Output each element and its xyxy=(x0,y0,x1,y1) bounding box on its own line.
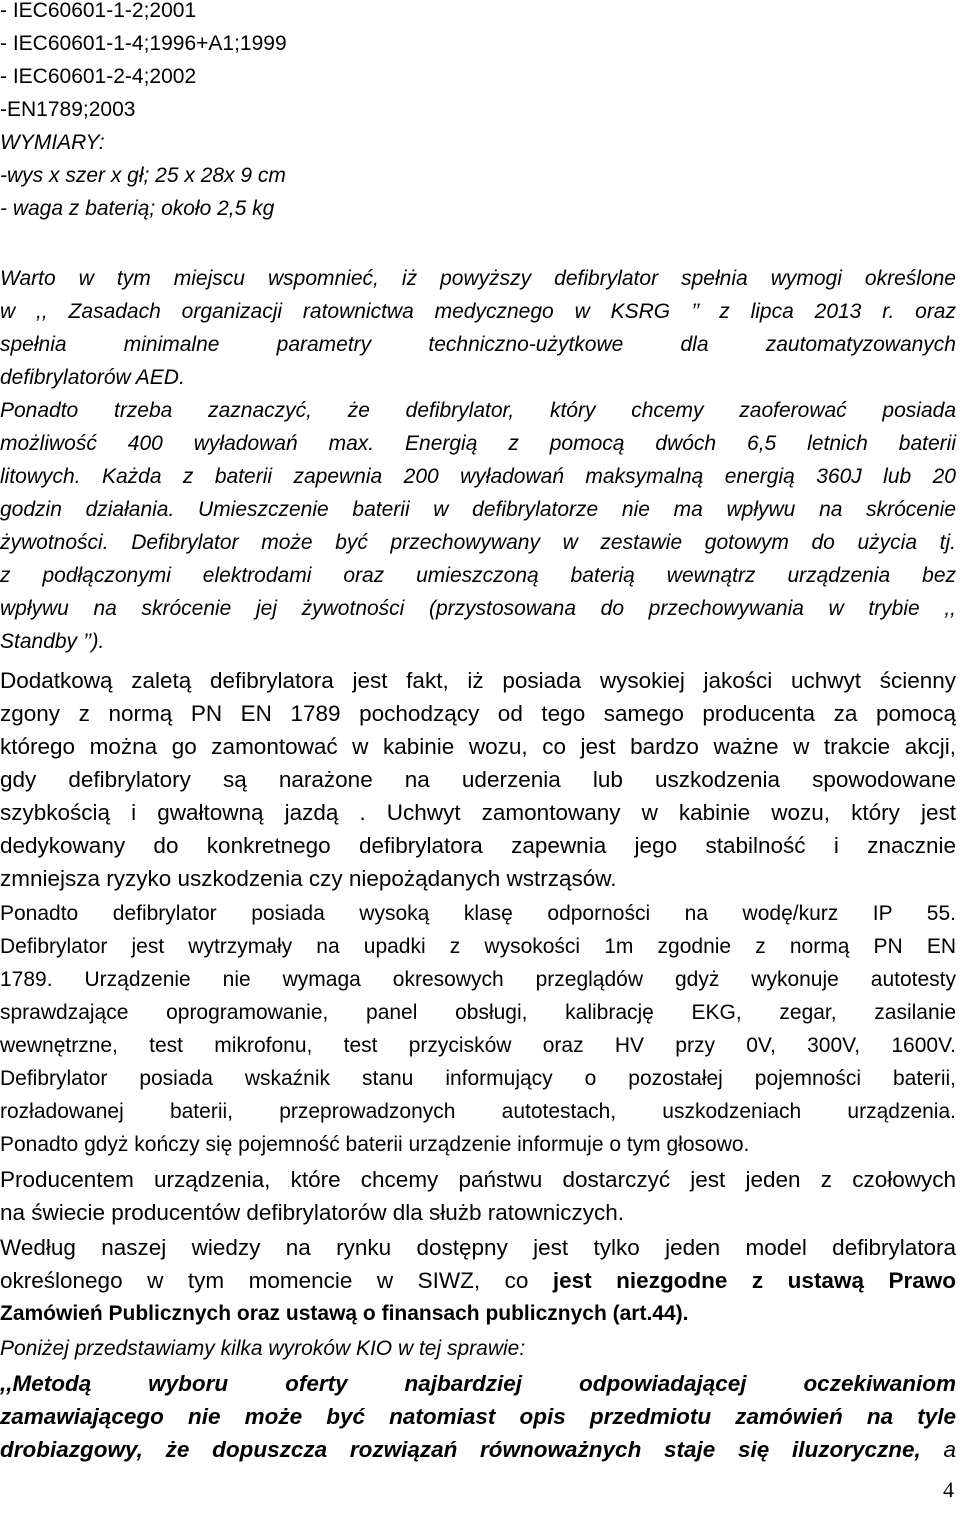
text-line: na świecie producentów defibrylatorów dla służb ratowniczych. xyxy=(0,1200,625,1225)
text-line: szybkością i gwałtowną jazdą . Uchwyt zamontowany w kabinie wozu, który jest xyxy=(0,800,956,825)
dimensions-heading: WYMIARY: xyxy=(0,131,105,154)
standard-item: -EN1789;2003 xyxy=(0,98,136,121)
text-line: Poniżej przedstawiamy kilka wyroków KIO w tej sprawie: xyxy=(0,1337,526,1360)
text-line: z podłączonymi elektrodami oraz umieszczoną baterią wewnątrz urządzenia bez xyxy=(0,564,956,587)
text-line: możliwość 400 wyładowań max. Energią z pomocą dwóch 6,5 letnich baterii xyxy=(0,432,956,455)
text-line: Defibrylator jest wytrzymały na upadki z wysokości 1m zgodnie z normą PN EN xyxy=(0,935,956,958)
text-line: żywotności. Defibrylator może być przechowywany w zestawie gotowym do użycia tj. xyxy=(0,531,956,554)
text-segment: określonego w tym momencie w SIWZ, co xyxy=(0,1268,553,1293)
text-line: zamawiającego nie może być natomiast opis przedmiotu zamówień na tyle xyxy=(0,1404,956,1429)
text-line: Dodatkową zaletą defibrylatora jest fakt, iż posiada wysokiej jakości uchwyt ścienny xyxy=(0,668,956,693)
text-line: rozładowanej baterii, przeprowadzonych autotestach, uszkodzeniach urządzenia. xyxy=(0,1100,956,1123)
bold-segment: drobiazgowy, że dopuszcza rozwiązań równoważnych staje się iluzoryczne, xyxy=(0,1437,921,1462)
text-line: wpływu na skrócenie jej żywotności (przystosowana do przechowywania w trybie ,, xyxy=(0,597,956,620)
text-line: w ,, Zasadach organizacji ratownictwa medycznego w KSRG ’’ z lipca 2013 r. oraz xyxy=(0,300,956,323)
text-line: Producentem urządzenia, które chcemy państwu dostarczyć jest jeden z czołowych xyxy=(0,1167,956,1192)
text-line: Ponadto gdyż kończy się pojemność baterii urządzenie informuje o tym głosowo. xyxy=(0,1133,750,1156)
text-line: Ponadto trzeba zaznaczyć, że defibrylator, który chcemy zaoferować posiada xyxy=(0,399,956,422)
standard-item: - IEC60601-1-4;1996+A1;1999 xyxy=(0,32,287,55)
text-line: Standby ’’). xyxy=(0,630,105,653)
text-line: zgony z normą PN EN 1789 pochodzący od tego samego producenta za pomocą xyxy=(0,701,956,726)
text-line: defibrylatorów AED. xyxy=(0,366,185,389)
text-line: zmniejsza ryzyko uszkodzenia czy niepożądanych wstrząsów. xyxy=(0,866,617,891)
text-line xyxy=(0,1433,956,1466)
text-line: spełnia minimalne parametry techniczno-użytkowe dla zautomatyzowanych xyxy=(0,333,956,356)
dimension-item: - waga z baterią; około 2,5 kg xyxy=(0,197,275,220)
text-line: Warto w tym miejscu wspomnieć, iż powyższy defibrylator spełnia wymogi określone xyxy=(0,267,956,290)
text-line: litowych. Każda z baterii zapewnia 200 wyładowań maksymalną energią 360J lub 20 xyxy=(0,465,956,488)
standard-item: - IEC60601-2-4;2002 xyxy=(0,65,197,88)
text-line: ,,Metodą wyboru oferty najbardziej odpowiadającej oczekiwaniom xyxy=(0,1371,956,1396)
text-line: godzin działania. Umieszczenie baterii w defibrylatorze nie ma wpływu na skrócenie xyxy=(0,498,956,521)
text-line: Zamówień Publicznych oraz ustawą o finansach publicznych (art.44). xyxy=(0,1302,689,1325)
text-line: 1789. Urządzenie nie wymaga okresowych przeglądów gdyż wykonuje autotesty xyxy=(0,968,956,991)
text-line: Ponadto defibrylator posiada wysoką klasę odporności na wodę/kurz IP 55. xyxy=(0,902,956,925)
text-line: wewnętrzne, test mikrofonu, test przycisków oraz HV przy 0V, 300V, 1600V. xyxy=(0,1034,956,1057)
text-line: gdy defibrylatory są narażone na uderzenia lub uszkodzenia spowodowane xyxy=(0,767,956,792)
standards-and-dimensions xyxy=(0,0,960,225)
bold-segment: jest niezgodne z ustawą Prawo xyxy=(552,1268,956,1293)
standard-item: - IEC60601-1-2;2001 xyxy=(0,0,197,22)
text-line: Według naszej wiedzy na rynku dostępny jest tylko jeden model defibrylatora xyxy=(0,1235,956,1260)
text-line xyxy=(0,1264,956,1297)
text-line: sprawdzające oprogramowanie, panel obsługi, kalibrację EKG, zegar, zasilanie xyxy=(0,1001,956,1024)
page-number: 4 xyxy=(943,1477,954,1502)
text-line: którego można go zamontować w kabinie wozu, co jest bardzo ważne w trakcie akcji, xyxy=(0,734,956,759)
text-line: dedykowany do konkretnego defibrylatora zapewnia jego stabilność i znacznie xyxy=(0,833,956,858)
dimension-item: -wys x szer x gł; 25 x 28x 9 cm xyxy=(0,164,286,187)
text-line: Defibrylator posiada wskaźnik stanu informujący o pozostałej pojemności baterii, xyxy=(0,1067,956,1090)
text-segment: a xyxy=(920,1437,956,1462)
